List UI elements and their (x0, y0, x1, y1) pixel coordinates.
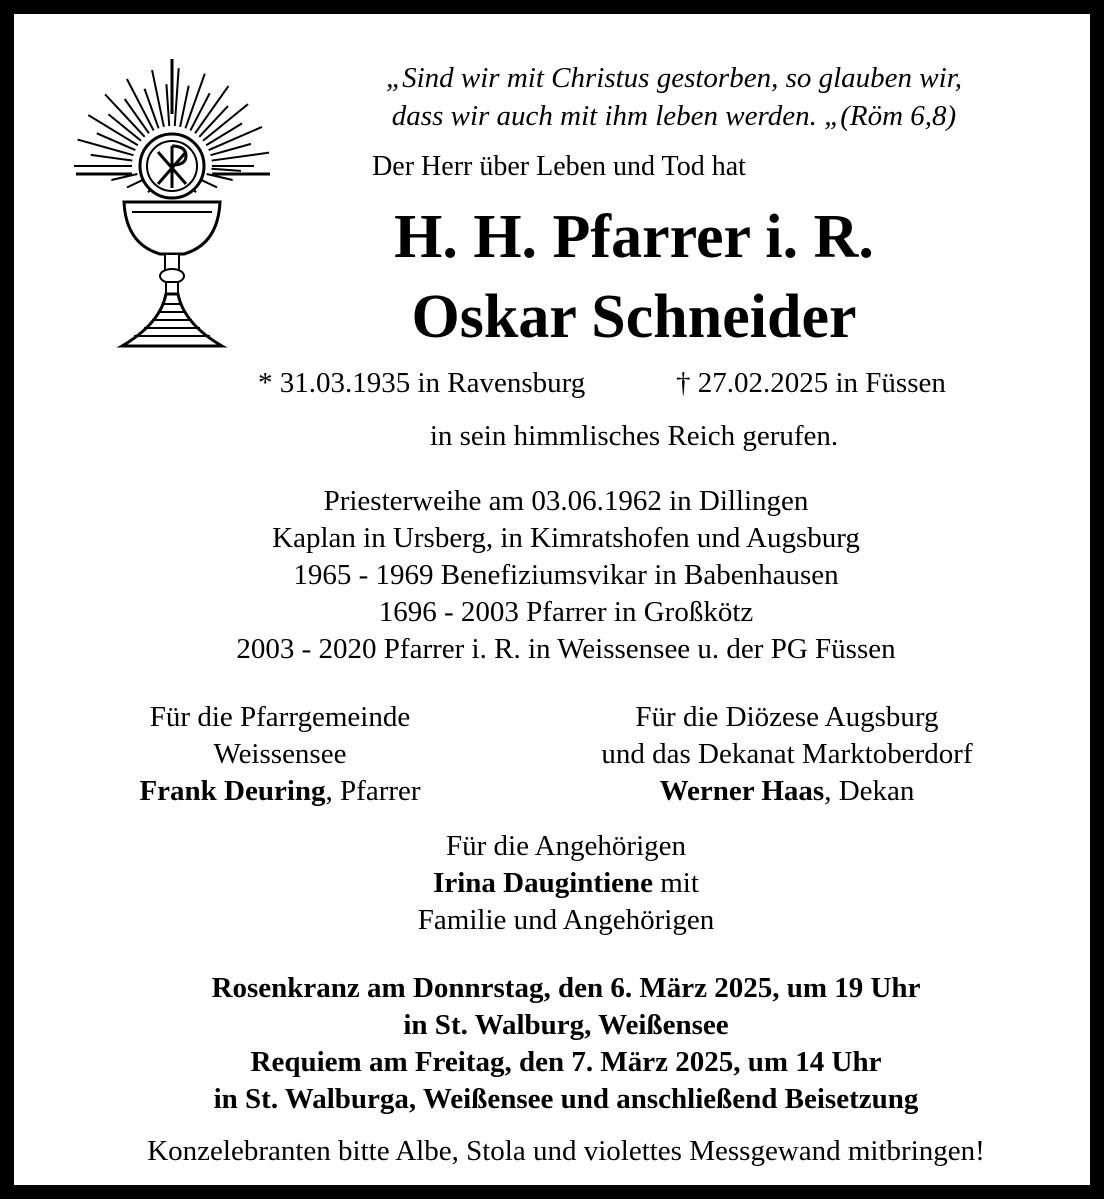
bio-line-3: 1965 - 1969 Benefiziumsvikar in Babenhausen (293, 559, 839, 591)
parish-signatory-role: , Pfarrer (325, 775, 421, 807)
event-line-1: Rosenkranz am Donnrstag, den 6. März 2025, um 19 Uhr (211, 972, 921, 1004)
diocese-line-2: und das Dekanat Marktoberdorf (601, 738, 973, 770)
bio-line-4: 1696 - 2003 Pfarrer in Großkötz (378, 596, 754, 628)
parish-signatory-name: Frank Deuring (139, 775, 326, 807)
called-text: in sein himmlisches Reich gerufen. (429, 420, 839, 452)
quote-line-1: „Sind wir mit Christus gestorben, so glauben wir, (385, 62, 963, 94)
family-signatory-suffix: mit (653, 867, 699, 899)
diocese-line-1: Für die Diözese Augsburg (635, 701, 939, 733)
death-date: † 27.02.2025 in Füssen (676, 367, 946, 399)
bio-line-1: Priesterweihe am 03.06.1962 in Dillingen (323, 485, 809, 517)
family-line-1: Für die Angehörigen (445, 830, 686, 862)
diocese-signatory-role: , Dekan (824, 775, 915, 807)
event-line-3: Requiem am Freitag, den 7. März 2025, um 14 Uhr (250, 1046, 882, 1078)
bio-line-2: Kaplan in Ursberg, in Kimratshofen und Augsburg (272, 522, 860, 554)
family-line-3: Familie und Angehörigen (417, 904, 715, 936)
family-signatory (14, 867, 1104, 900)
event-line-4: in St. Walburga, Weißensee und anschließend Beisetzung (213, 1083, 919, 1115)
diocese-signatory (554, 775, 1020, 808)
diocese-signatory-name: Werner Haas (659, 775, 825, 807)
parish-signatory (90, 775, 470, 808)
intro-text: Der Herr über Leben und Tod hat (372, 151, 746, 182)
deceased-name: Oskar Schneider (411, 283, 857, 351)
footer-note: Konzelebranten bitte Albe, Stola und violettes Messgewand mitbringen! (147, 1135, 985, 1167)
event-line-2: in St. Walburg, Weißensee (403, 1009, 729, 1041)
birth-date: * 31.03.1935 in Ravensburg (258, 367, 586, 399)
bio-line-5: 2003 - 2020 Pfarrer i. R. in Weissensee u. der PG Füssen (236, 633, 896, 665)
parish-line-2: Weissensee (213, 738, 347, 770)
deceased-title: H. H. Pfarrer i. R. (394, 203, 874, 271)
family-signatory-name: Irina Daugintiene (433, 867, 653, 899)
quote-line-2: dass wir auch mit ihm leben werden. „(Röm 6,8) (391, 100, 957, 132)
parish-line-1: Für die Pfarrgemeinde (149, 701, 411, 733)
